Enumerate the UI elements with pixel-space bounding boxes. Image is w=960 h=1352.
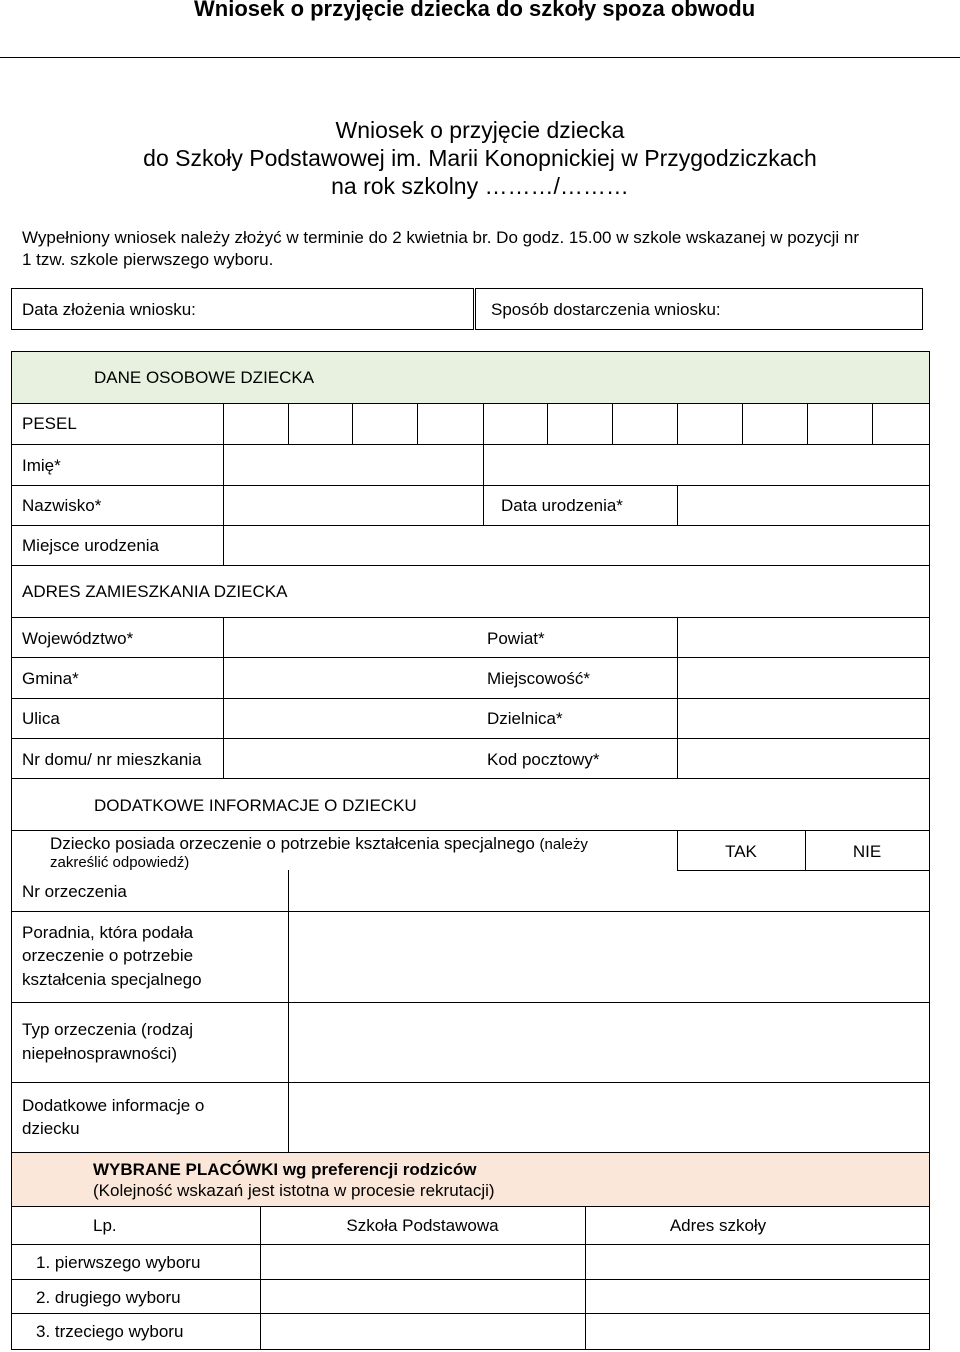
rule — [11, 778, 930, 779]
postal-code-field[interactable] — [678, 739, 929, 778]
cert-number-label: Nr orzeczenia — [22, 882, 127, 901]
district-field[interactable] — [678, 699, 929, 738]
type-field[interactable] — [289, 1003, 929, 1082]
district-label: Dzielnica* — [487, 709, 563, 728]
title-divider — [0, 57, 960, 58]
yes-option[interactable]: TAK — [725, 842, 757, 861]
submission-date-label: Data złożenia wniosku: — [22, 300, 196, 319]
school-row-2-address-field[interactable] — [586, 1280, 929, 1313]
school-row-2-label: 2. drugiego wyboru — [36, 1288, 181, 1307]
pesel-digit-boxes[interactable] — [224, 404, 929, 444]
street-label: Ulica — [22, 709, 60, 728]
schools-subheading: (Kolejność wskazań jest istotna w procesie rekrutacji) — [93, 1181, 495, 1200]
address-heading: ADRES ZAMIESZKANIA DZIECKA — [22, 582, 288, 601]
header-line-3: na rok szkolny ………/……… — [331, 173, 629, 199]
house-number-field[interactable] — [224, 739, 677, 778]
no-option[interactable]: NIE — [852, 842, 882, 861]
personal-heading: DANE OSOBOWE DZIECKA — [94, 368, 315, 387]
birth-place-label: Miejsce urodzenia — [22, 536, 160, 555]
county-label: Powiat* — [487, 629, 545, 648]
clinic-label-line-1: Poradnia, która podała — [22, 923, 194, 942]
voivodeship-field[interactable] — [224, 618, 677, 657]
school-row-1-address-field[interactable] — [586, 1245, 929, 1279]
rule — [11, 565, 930, 566]
locality-label: Miejscowość* — [487, 669, 590, 688]
school-row-1-label: 1. pierwszego wyboru — [36, 1253, 201, 1272]
form-left-border — [11, 351, 12, 1350]
clinic-field[interactable] — [289, 912, 929, 1002]
school-row-3-name-field[interactable] — [261, 1314, 585, 1349]
school-row-3-label: 3. trzeciego wyboru — [36, 1322, 184, 1341]
rule — [11, 1152, 930, 1153]
school-row-1-name-field[interactable] — [261, 1245, 585, 1279]
street-field[interactable] — [224, 699, 677, 738]
clinic-label-line-3: kształcenia specjalnego — [22, 970, 202, 989]
cert-number-field[interactable] — [289, 871, 929, 911]
schools-col-school: Szkoła Podstawowa — [346, 1216, 499, 1235]
schools-col-address: Adres szkoły — [669, 1216, 767, 1235]
last-name-field[interactable] — [224, 486, 483, 525]
certificate-note-line-2: zakreślić odpowiedź) — [50, 854, 190, 871]
document-title: Wniosek o przyjęcie dziecka do szkoły spoza obwodu — [194, 0, 756, 21]
header-line-2: do Szkoły Podstawowej im. Marii Konopnickiej w Przygodziczkach — [143, 145, 817, 171]
certificate-note: (należy — [539, 836, 588, 853]
type-label-line-2: niepełnosprawności) — [22, 1044, 177, 1063]
postal-code-label: Kod pocztowy* — [487, 750, 600, 769]
rule — [11, 1349, 930, 1350]
rule — [11, 351, 930, 352]
submission-method-label: Sposób dostarczenia wniosku: — [491, 300, 721, 319]
additional-heading: DODATKOWE INFORMACJE O DZIECKU — [94, 796, 417, 815]
commune-field[interactable] — [224, 658, 677, 698]
extra-info-label-line-1: Dodatkowe informacje o — [22, 1096, 205, 1115]
instruction-line-2: 1 tzw. szkole pierwszego wyboru. — [22, 250, 274, 269]
birth-place-field[interactable] — [224, 526, 929, 565]
rule — [11, 1206, 930, 1207]
type-label-line-1: Typ orzeczenia (rodzaj — [22, 1020, 194, 1039]
rule — [11, 830, 930, 831]
schools-heading: WYBRANE PLACÓWKI wg preferencji rodziców — [93, 1160, 477, 1179]
certificate-question-text: Dziecko posiada orzeczenie o potrzebie kształcenia specjalnego — [50, 834, 535, 853]
county-field[interactable] — [678, 618, 929, 657]
birth-date-label: Data urodzenia* — [501, 496, 623, 515]
instruction-line-1: Wypełniony wniosek należy złożyć w terminie do 2 kwietnia br. Do godz. 15.00 w szkole wskazanej w pozycji nr — [22, 228, 860, 247]
pesel-label: PESEL — [22, 414, 77, 433]
form-right-border — [929, 351, 930, 1350]
extra-info-label-line-2: dziecku — [22, 1119, 80, 1138]
extra-info-field[interactable] — [289, 1083, 929, 1152]
first-name-field[interactable] — [224, 445, 929, 485]
voivodeship-label: Województwo* — [22, 629, 134, 648]
locality-field[interactable] — [678, 658, 929, 698]
header-line-1: Wniosek o przyjęcie dziecka — [335, 117, 625, 143]
house-number-label: Nr domu/ nr mieszkania — [22, 750, 202, 769]
school-row-3-address-field[interactable] — [586, 1314, 929, 1349]
schools-col-no: Lp. — [93, 1216, 117, 1235]
commune-label: Gmina* — [22, 669, 79, 688]
birth-date-field[interactable] — [678, 486, 929, 525]
school-row-2-name-field[interactable] — [261, 1280, 585, 1313]
clinic-label-line-2: orzeczenie o potrzebie — [22, 946, 194, 965]
first-name-label: Imię* — [22, 456, 61, 475]
last-name-label: Nazwisko* — [22, 496, 102, 515]
